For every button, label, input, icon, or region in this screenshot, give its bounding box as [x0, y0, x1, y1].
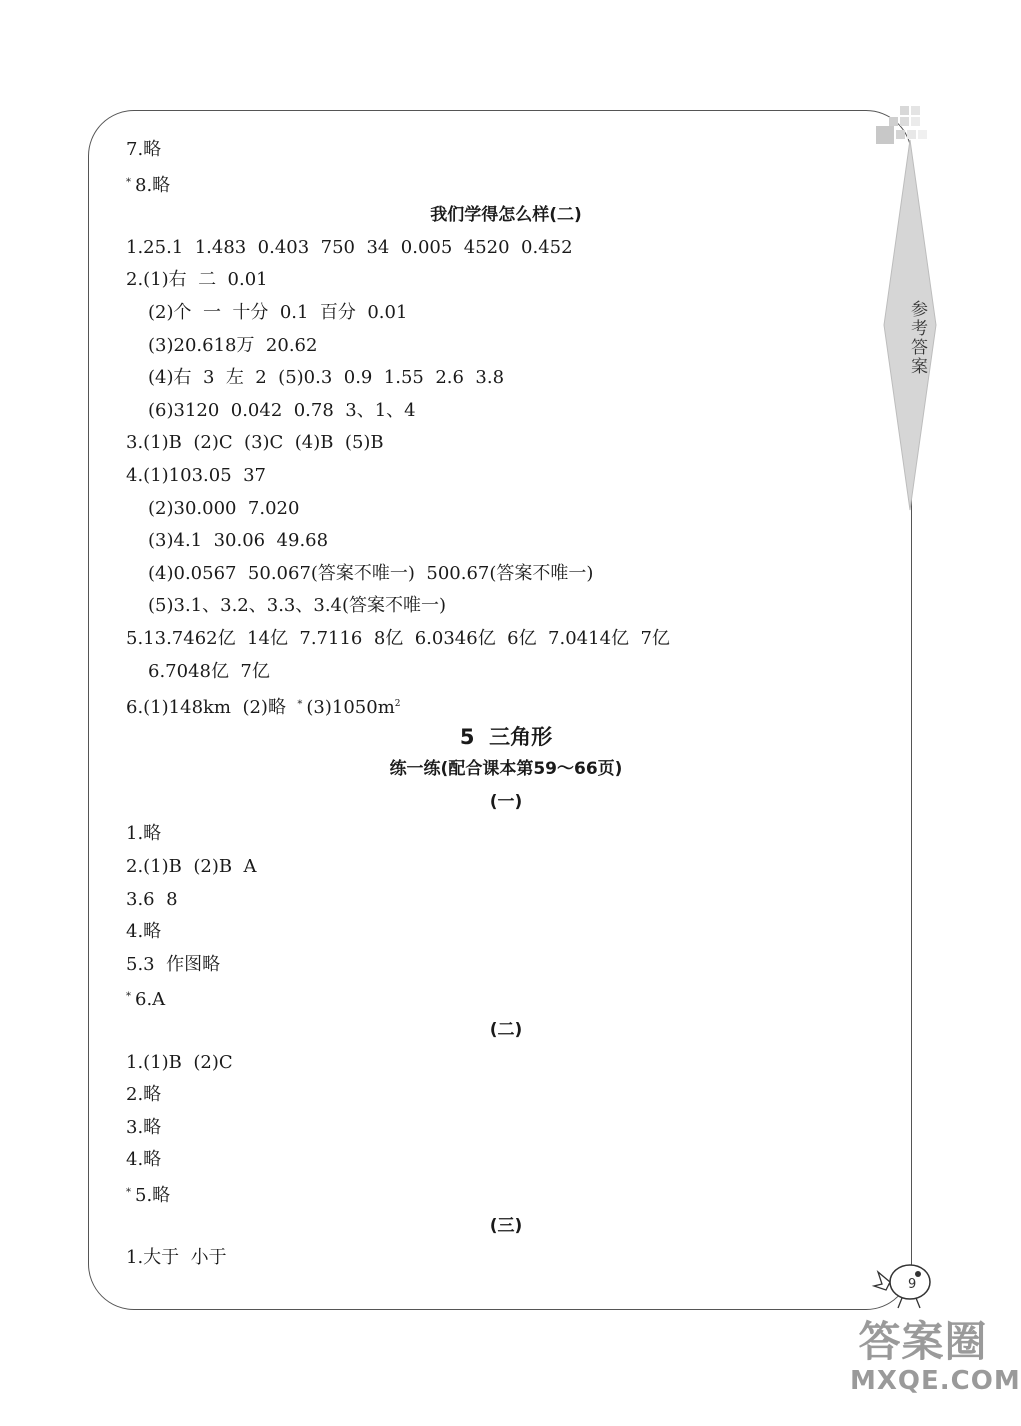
- answer-text: (3)20.618万 20.62: [148, 334, 318, 356]
- answer-text: (一): [489, 791, 523, 812]
- answer-text: 3.略: [126, 1116, 162, 1138]
- answer-text: 我们学得怎么样(二): [430, 205, 582, 226]
- answer-line: [126, 656, 886, 689]
- answer-text: (二): [489, 1020, 523, 1041]
- answer-line: [126, 264, 886, 297]
- answer-line: [126, 558, 886, 591]
- unit-exponent: 2: [394, 699, 401, 710]
- answer-line: [126, 818, 886, 851]
- answer-text: 3.(1)B (2)C (3)C (4)B (5)B: [126, 432, 384, 454]
- answer-text: 练一练(配合课本第59～66页): [389, 759, 623, 780]
- answer-text: 4.(1)103.05 37: [126, 464, 267, 486]
- answer-text: 4.略: [126, 921, 162, 943]
- optional-marker-icon: *: [126, 176, 131, 188]
- answer-text: 5.略: [135, 1185, 171, 1206]
- answer-line: [126, 916, 886, 949]
- answer-text: (5)3.1、3.2、3.3、3.4(答案不唯一): [148, 595, 447, 617]
- answer-line: [126, 688, 886, 721]
- answer-text: 5.3 作图略: [126, 953, 221, 975]
- section-heading: [126, 199, 886, 232]
- answer-text: (4)0.0567 50.067(答案不唯一) 500.67(答案不唯一): [148, 562, 594, 584]
- answer-line: [126, 1177, 886, 1210]
- answer-line: [126, 949, 886, 982]
- answer-line: [126, 851, 886, 884]
- answer-text: 3.6 8: [126, 888, 178, 910]
- answer-line: [126, 330, 886, 363]
- answer-text: 6.A: [135, 989, 166, 1011]
- answer-line: [126, 981, 886, 1014]
- answer-line: [126, 1047, 886, 1080]
- optional-marker-icon: *: [297, 699, 303, 711]
- answer-text: 2.略: [126, 1084, 162, 1106]
- answer-line: [126, 297, 886, 330]
- answer-content: [126, 134, 886, 1275]
- answer-text: 1.大于 小于: [126, 1247, 227, 1269]
- answer-key-label: 参考答案: [907, 300, 927, 376]
- answer-line: [126, 1112, 886, 1145]
- answer-line: [126, 460, 886, 493]
- section-heading: [126, 786, 886, 819]
- answer-line: [126, 1079, 886, 1112]
- answer-text: 1.(1)B (2)C: [126, 1051, 233, 1073]
- answer-text: (4)右 3 左 2 (5)0.3 0.9 1.55 2.6 3.8: [148, 367, 505, 389]
- optional-marker-icon: *: [126, 991, 131, 1003]
- answer-text: (三): [489, 1215, 523, 1236]
- answer-line: [126, 362, 886, 395]
- answer-text: 1.略: [126, 823, 162, 845]
- watermark-logo: 答案圈: [858, 1317, 988, 1366]
- answer-line: [126, 1242, 886, 1275]
- answer-line: [126, 590, 886, 623]
- answer-text: 5 三角形: [459, 724, 553, 749]
- answer-text: (6)3120 0.042 0.78 3、1、4: [148, 399, 416, 421]
- section-heading: [126, 1210, 886, 1243]
- answer-line: [126, 1144, 886, 1177]
- answer-text: 7.略: [126, 139, 162, 160]
- optional-marker-icon: *: [126, 1187, 131, 1198]
- answer-text: 6.(1)148km (2)略: [126, 697, 298, 719]
- answer-text: (3)4.1 30.06 49.68: [148, 530, 329, 552]
- answer-text: 1.25.1 1.483 0.403 750 34 0.005 4520 0.452: [126, 236, 573, 258]
- answer-text: 8.略: [135, 174, 171, 196]
- answer-line: [126, 134, 886, 167]
- answer-line: [126, 232, 886, 265]
- answer-text: 4.略: [126, 1149, 162, 1171]
- section-heading: [126, 753, 886, 786]
- section-heading: [126, 1014, 886, 1047]
- answer-text: 5.13.7462亿 14亿 7.7116 8亿 6.0346亿 6亿 7.0414亿 7亿: [126, 627, 670, 649]
- answer-line: [126, 884, 886, 917]
- section-heading: [126, 721, 886, 754]
- answer-line: [126, 525, 886, 558]
- bird-mascot-icon: [872, 1252, 942, 1312]
- answer-text: 2.(1)B (2)B A: [126, 856, 257, 878]
- answer-line: [126, 623, 886, 656]
- answer-line: [126, 493, 886, 526]
- watermark-url: MXQE.COM: [850, 1366, 1021, 1396]
- answer-text: (2)个 一 十分 0.1 百分 0.01: [148, 301, 408, 323]
- answer-line: [126, 395, 886, 428]
- answer-text: 2.(1)右 二 0.01: [126, 269, 268, 291]
- page-number: 9: [908, 1277, 917, 1292]
- watermark: [850, 1317, 1021, 1396]
- answer-text: (2)30.000 7.020: [148, 497, 300, 519]
- answer-text: (3)1050m: [306, 697, 395, 719]
- answer-line: [126, 427, 886, 460]
- answer-line: [126, 167, 886, 200]
- answer-text: 6.7048亿 7亿: [148, 660, 270, 682]
